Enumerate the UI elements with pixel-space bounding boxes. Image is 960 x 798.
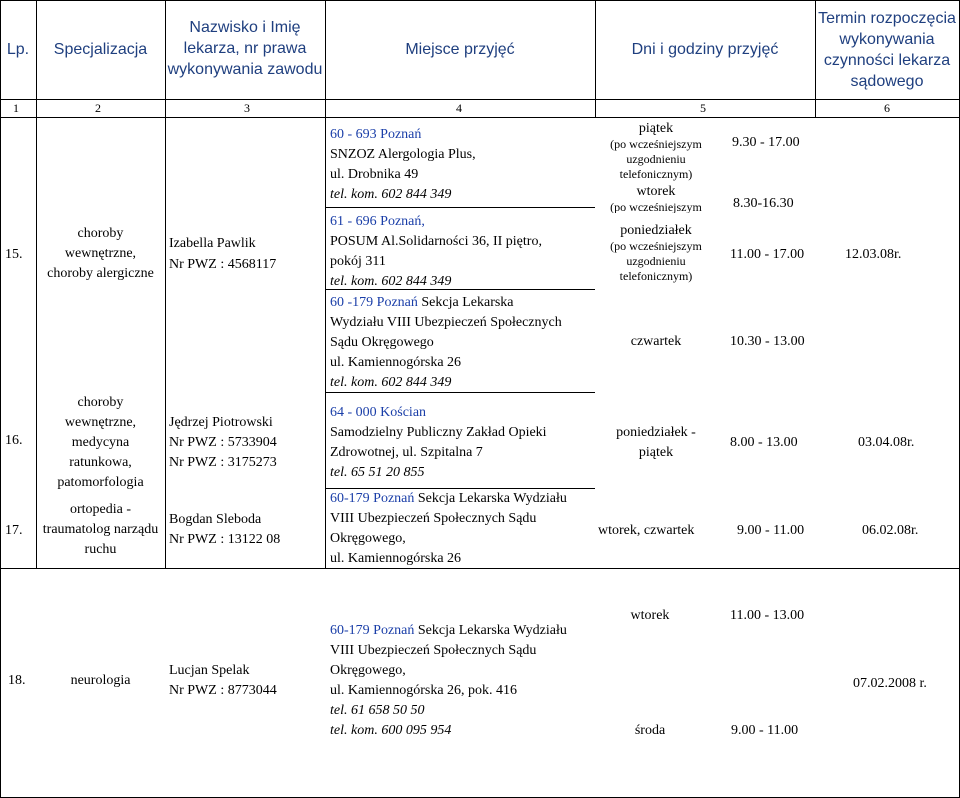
column-number: 3 (244, 101, 250, 115)
column-number: 1 (13, 101, 19, 115)
day-note: telefonicznym) (619, 269, 693, 283)
schedule-hours: 9.30 - 17.00 (732, 135, 800, 150)
day-note: uzgodnieniu (626, 152, 686, 166)
place-postcode-city: 60-179 Poznań (330, 491, 415, 506)
column-number: 6 (884, 101, 890, 115)
schedule-day (592, 222, 720, 284)
header-lekarz-line: lekarza, nr prawa (183, 40, 307, 57)
place-line: Sekcja Lekarska Wydziału (414, 491, 567, 506)
grid-line (0, 0, 1, 798)
place-line: Okręgowego, (330, 663, 406, 678)
place-line: Zdrowotnej, ul. Szpitalna 7 (330, 445, 483, 460)
doctor-name: Jędrzej Piotrowski (169, 415, 273, 430)
day-name: wtorek (636, 184, 676, 199)
grid-line (325, 0, 326, 568)
place-block (330, 293, 562, 393)
row-number: 17. (5, 523, 23, 538)
schedule-day (592, 120, 720, 182)
place-line: VIII Ubezpieczeń Społecznych Sądu (330, 511, 537, 526)
header-miejsce: Miejsce przyjęć (405, 41, 515, 58)
place-block (330, 125, 476, 205)
day-name: poniedziałek (620, 223, 692, 238)
license-number: Nr PWZ : 5733904 (169, 435, 277, 450)
grid-line (325, 207, 595, 208)
day-name: poniedziałek - (616, 425, 696, 440)
row-number: 16. (5, 433, 23, 448)
specialization-line: choroby (77, 226, 124, 241)
doctor-name: Bogdan Sleboda (169, 512, 262, 527)
schedule-hours: 9.00 - 11.00 (731, 723, 799, 738)
doctor-name: Lucjan Spelak (169, 663, 250, 678)
specialization-line: medycyna (71, 435, 130, 450)
place-block (330, 212, 542, 292)
place-line: VIII Ubezpieczeń Społecznych Sądu (330, 643, 537, 658)
license-number: Nr PWZ : 4568117 (169, 257, 277, 272)
header-lekarz-line: wykonywania zawodu (167, 61, 323, 78)
header-termin (815, 8, 959, 92)
place-postcode-city: 60 - 693 Poznań (330, 127, 422, 142)
specialization (36, 224, 165, 284)
place-block (330, 403, 547, 483)
place-phone: tel. kom. 602 844 349 (330, 187, 452, 202)
row-number: 18. (8, 673, 26, 688)
specialization-line: wewnętrzne, (64, 246, 137, 261)
place-phone: tel. 61 658 50 50 (330, 703, 425, 718)
license-number: Nr PWZ : 8773044 (169, 683, 277, 698)
place-line: POSUM Al.Solidarności 36, II piętro, (330, 234, 542, 249)
schedule-hours: 10.30 - 13.00 (730, 334, 805, 349)
grid-line (0, 99, 960, 100)
header-termin-line: Termin rozpoczęcia (818, 10, 956, 27)
license-number: Nr PWZ : 13122 08 (169, 532, 281, 547)
place-line: pokój 311 (330, 254, 386, 269)
schedule-day: wtorek, czwartek (598, 523, 695, 538)
specialization: neurologia (70, 673, 131, 688)
schedule-hours: 8.30-16.30 (733, 196, 794, 211)
schedule-day: środa (634, 723, 666, 738)
schedule-day: czwartek (630, 334, 682, 349)
start-date: 12.03.08r. (845, 247, 902, 262)
header-lekarz (165, 17, 325, 80)
place-line: Sądu Okręgowego (330, 335, 434, 350)
start-date: 07.02.2008 r. (853, 676, 927, 691)
grid-line (0, 117, 960, 118)
place-line: Sekcja Lekarska Wydziału (414, 623, 567, 638)
day-note: (po wcześniejszym (610, 239, 702, 253)
header-termin-line: wykonywania (839, 31, 935, 48)
place-postcode-city: 61 - 696 Poznań, (330, 214, 425, 229)
specialization-line: ortopedia - (69, 502, 132, 517)
specialization-line: choroby (77, 395, 124, 410)
place-block (330, 621, 567, 741)
place-line: ul. Drobnika 49 (330, 167, 419, 182)
place-line: Samodzielny Publiczny Zakład Opieki (330, 425, 547, 440)
header-termin-line: sądowego (850, 73, 924, 90)
place-line: Sekcja Lekarska (417, 295, 514, 310)
day-note: (po wcześniejszym (610, 137, 702, 151)
place-line: ul. Kamiennogórska 26 (330, 551, 462, 566)
license-number: Nr PWZ : 3175273 (169, 455, 277, 470)
schedule-hours: 9.00 - 11.00 (737, 523, 805, 538)
start-date: 03.04.08r. (858, 435, 915, 450)
place-block (330, 489, 567, 567)
schedule-hours: 11.00 - 13.00 (730, 608, 805, 623)
doctor-name: Izabella Pawlik (169, 236, 256, 251)
grid-line (0, 0, 960, 1)
schedule-day: wtorek (630, 608, 670, 623)
place-phone: tel. 65 51 20 855 (330, 465, 425, 480)
header-termin-line: czynności lekarza (823, 52, 951, 69)
schedule-hours: 8.00 - 13.00 (730, 435, 798, 450)
place-line: SNZOZ Alergologia Plus, (330, 147, 476, 162)
schedule-day (592, 423, 720, 463)
specialization (28, 500, 173, 560)
day-note: (po wcześniejszym (610, 200, 702, 213)
grid-line (0, 568, 960, 569)
place-line: Okręgowego, (330, 531, 406, 546)
specialization-line: traumatolog narządu (42, 522, 159, 537)
specialization-line: ruchu (84, 542, 117, 557)
column-number: 2 (95, 101, 101, 115)
day-note: telefonicznym) (619, 167, 693, 181)
column-number: 5 (700, 101, 706, 115)
place-line: ul. Kamiennogórska 26 (330, 355, 462, 370)
schedule-day (592, 183, 720, 213)
header-dni-godziny: Dni i godziny przyjęć (631, 41, 779, 58)
place-postcode-city: 60 -179 Poznań (330, 295, 418, 310)
column-number: 4 (456, 101, 462, 115)
place-line: ul. Kamiennogórska 26, pok. 416 (330, 683, 518, 698)
header-specjalizacja: Specjalizacja (53, 41, 148, 58)
day-name: piątek (638, 445, 674, 460)
place-postcode-city: 64 - 000 Kościan (330, 405, 427, 420)
specialization-line: wewnętrzne, (64, 415, 137, 430)
specialization (36, 393, 165, 493)
place-phone: tel. kom. 600 095 954 (330, 723, 452, 738)
specialization-line: patomorfologia (57, 475, 144, 490)
day-name: piątek (638, 121, 674, 136)
day-note: uzgodnieniu (626, 254, 686, 268)
header-lp: Lp. (6, 41, 30, 58)
header-lekarz-line: Nazwisko i Imię (189, 19, 301, 36)
schedule-hours: 11.00 - 17.00 (730, 247, 805, 262)
grid-line (165, 0, 166, 568)
place-phone: tel. kom. 602 844 349 (330, 375, 452, 390)
specialization-line: choroby alergiczne (47, 266, 154, 281)
place-line: Wydziału VIII Ubezpieczeń Społecznych (330, 315, 562, 330)
row-number: 15. (5, 247, 23, 262)
specialization-line: ratunkowa, (69, 455, 132, 470)
place-phone: tel. kom. 602 844 349 (330, 274, 452, 289)
place-postcode-city: 60-179 Poznań (330, 623, 415, 638)
start-date: 06.02.08r. (862, 523, 919, 538)
